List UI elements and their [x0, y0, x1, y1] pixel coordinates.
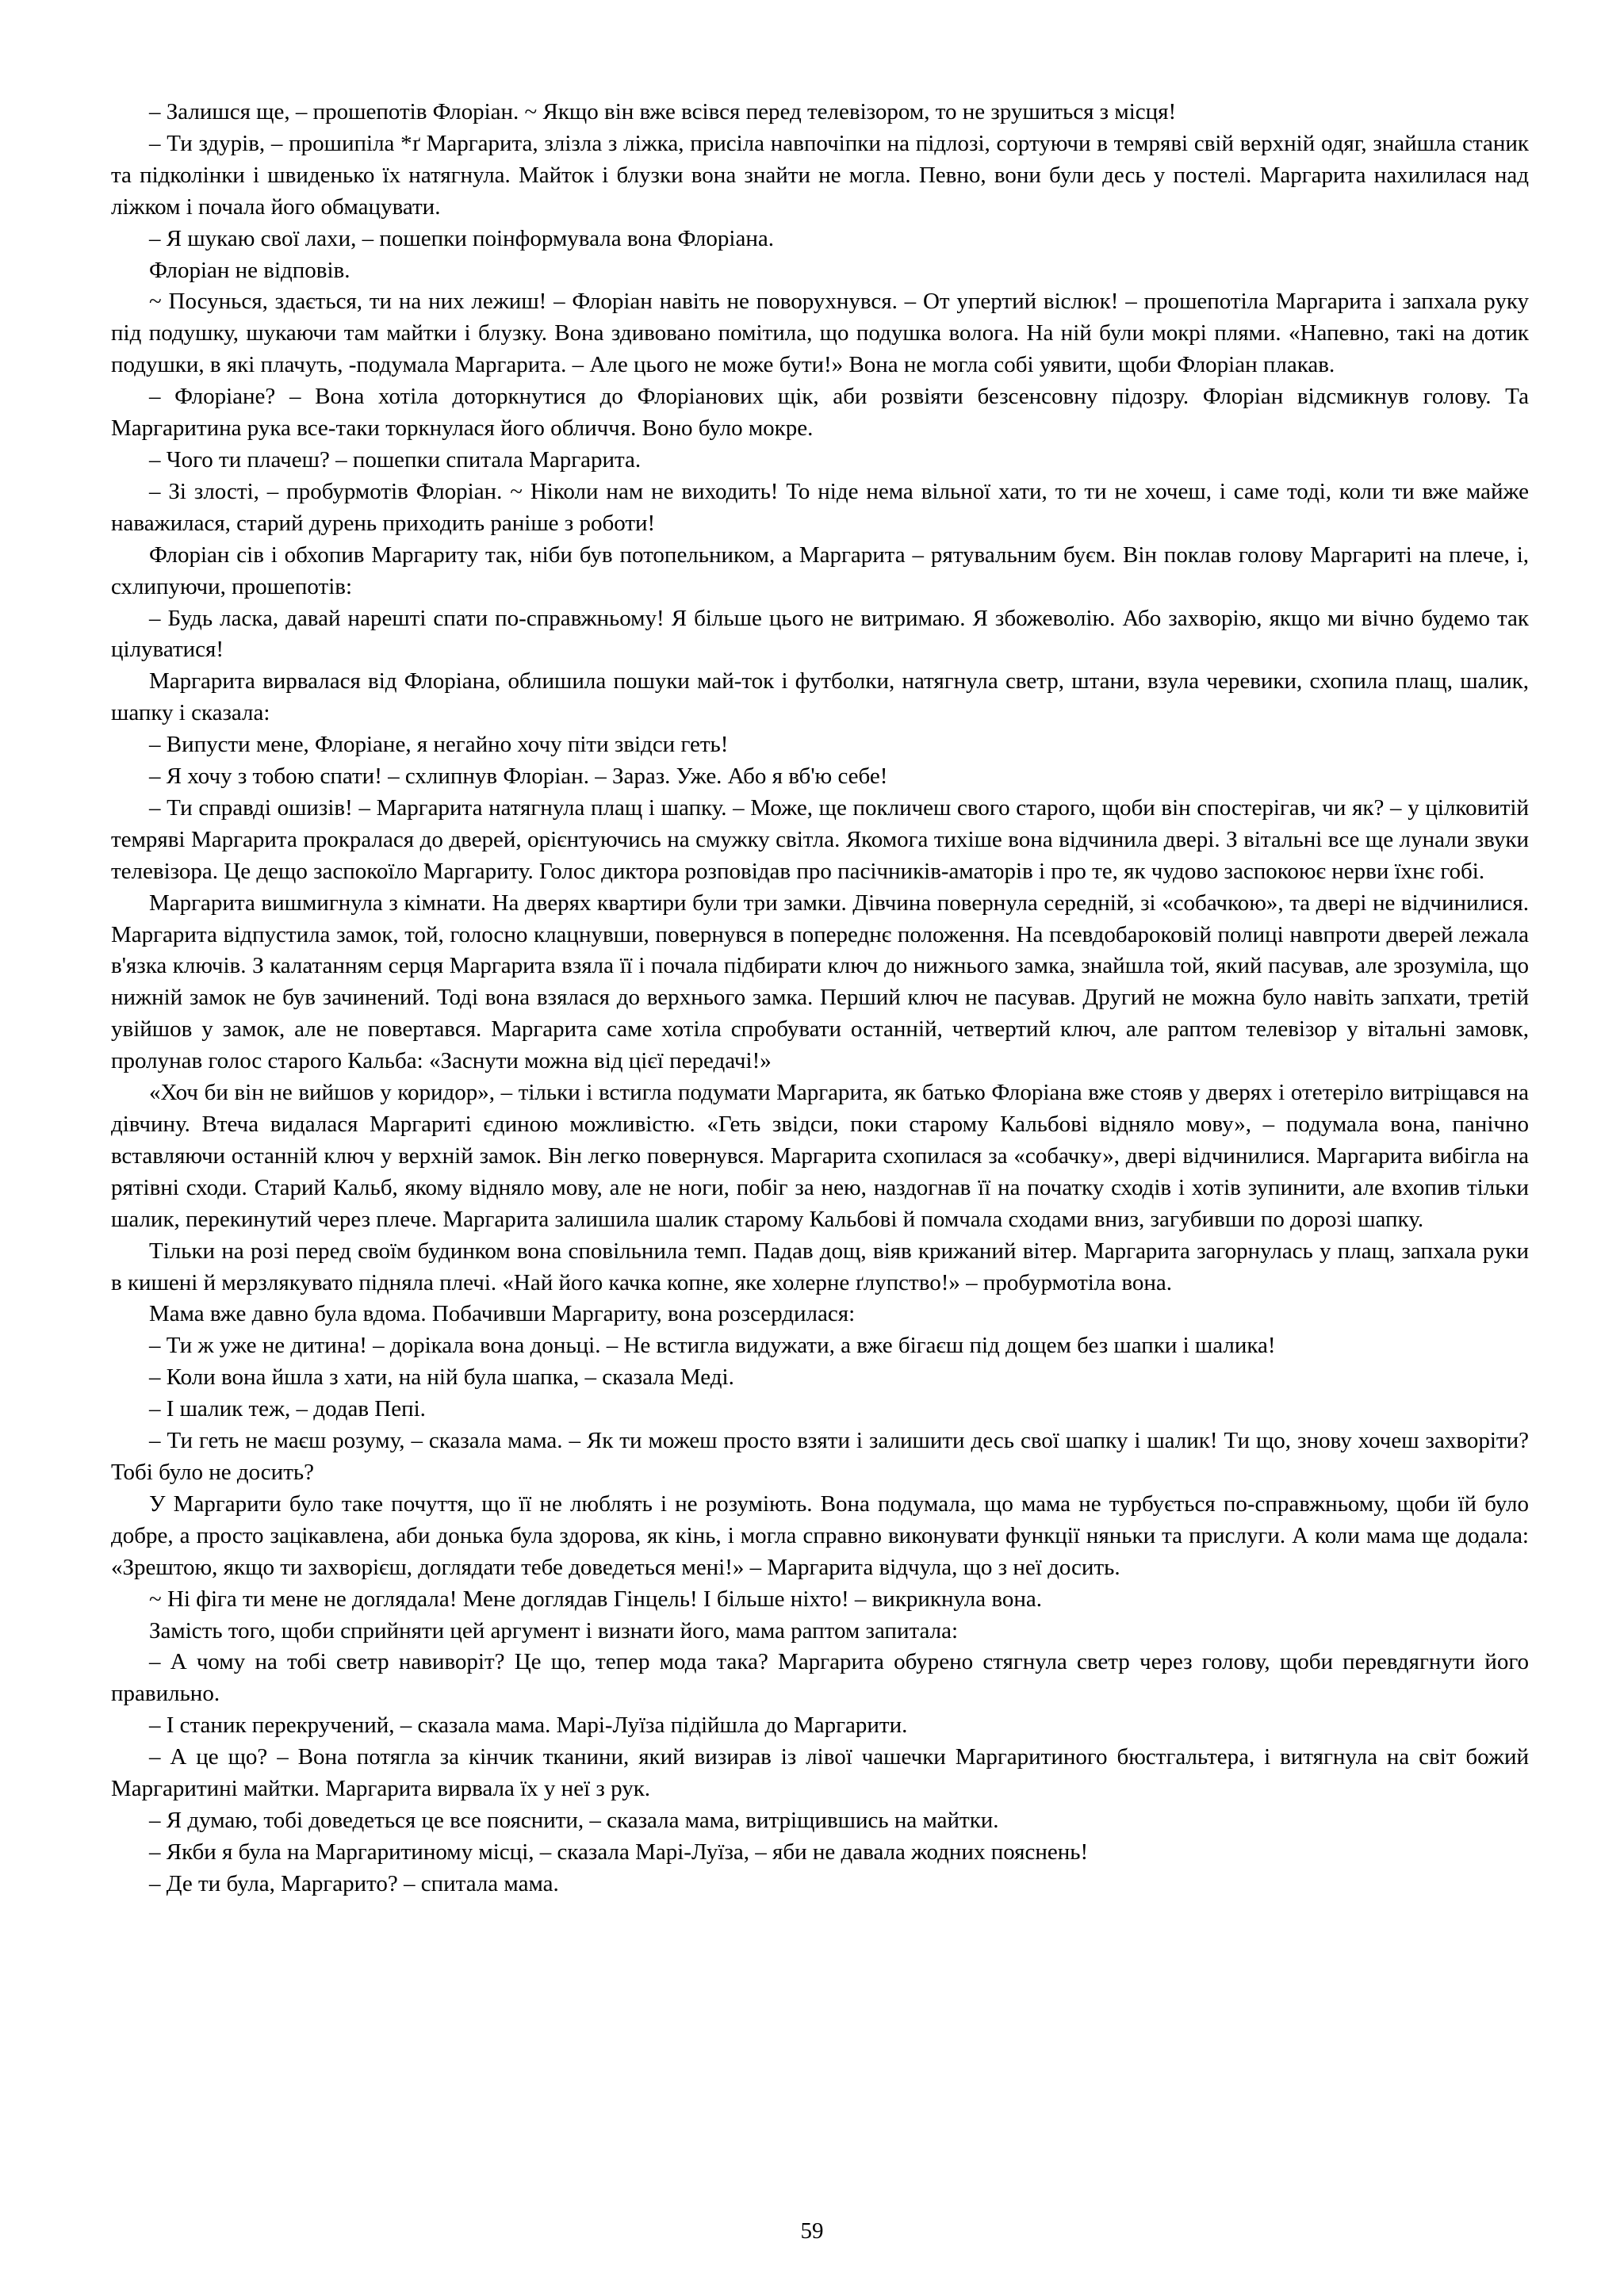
- paragraph: – Я шукаю свої лахи, – пошепки поінформувала вона Флоріана.: [149, 225, 774, 251]
- paragraph: Тільки на розі перед своїм будинком вона сповільнила темп. Падав дощ, віяв крижаний вітер. Маргарита загорнулась у плащ, запхала руки в кишені й мерзлякувато підняла плечі. «Най його качка копне, яке холерне ґлупство!» – пробурмотіла вона.: [111, 1238, 1529, 1295]
- paragraph: – Ти здурів, – прошипіла *ґ Маргарита, злізла з ліжка, присіла навпочіпки на підлозі, сортуючи в темряві свій верхній одяг, знайшла станик та підколінки і швиденько їх натягнула. Майток і блузки вона знайти не могла. Певно, вони були десь у постелі. Маргарита нахилилася над ліжком і почала його обмацувати.: [111, 130, 1529, 220]
- paragraph: – А це що? – Вона потягла за кінчик тканини, який визирав із лівої чашечки Маргаритиного бюстгальтера, і витягнула на світ божий Маргаритині майтки. Маргарита вирвала їх у неї з рук.: [111, 1744, 1529, 1802]
- page-number: 59: [800, 2218, 824, 2244]
- paragraph: – І шалик теж, – додав Пепі.: [149, 1396, 426, 1422]
- paragraph: ~ Ні фіга ти мене не доглядала! Мене доглядав Гінцель! І більше ніхто! – викрикнула вона.: [149, 1586, 1042, 1612]
- paragraph: Замість того, щоби сприйняти цей аргумент і визнати його, мама раптом запитала:: [149, 1617, 959, 1644]
- paragraph: Маргарита вирвалася від Флоріана, облишила пошуки май-ток і футболки, натягнула светр, штани, взула черевики, схопила плащ, шалик, шапку і сказала:: [111, 668, 1529, 726]
- paragraph: – Коли вона йшла з хати, на ній була шапка, – сказала Меді.: [149, 1364, 734, 1391]
- paragraph: У Маргарити було таке почуття, що її не люблять і не розуміють. Вона подумала, що мама не турбується по-справжньому, щоби їй було добре, а просто зацікавлена, аби донька була здорова, як кінь, і могла справно виконувати функції няньки та прислуги. А коли мама ще додала: «Зрештою, якщо ти захворієш, доглядати тебе доведеться мені!» – Маргарита відчула, що з неї досить.: [111, 1490, 1529, 1580]
- paragraph: – Якби я була на Маргаритиному місці, – сказала Марі-Луїза, – яби не давала жодних пояснень!: [149, 1839, 1089, 1865]
- paragraph: Флоріан сів і обхопив Маргариту так, ніби був потопельником, а Маргарита – рятувальним буєм. Він поклав голову Маргариті на плече, і, схлипуючи, прошепотів:: [111, 541, 1529, 599]
- paragraph: – Я хочу з тобою спати! – схлипнув Флоріан. – Зараз. Уже. Або я вб'ю себе!: [149, 763, 888, 790]
- paragraph: «Хоч би він не вийшов у коридор», – тільки і встигла подумати Маргарита, як батько Флоріана вже стояв у дверях і отетеріло витріщався на дівчину. Втеча видалася Маргариті єдиною можливістю. «Геть звідси, поки старому Кальбові відняло мову», – подумала вона, панічно вставляючи останній ключ у верхній замок. Він легко повернувся. Маргарита схопилася за «собачку», двері відчинилися. Маргарита вибігла на рятівні сходи. Старий Кальб, якому відняло мову, але не ноги, побіг за нею, наздогнав її на початку сходів і хотів зупинити, але вхопив тільки шалик, перекинутий через плече. Маргарита залишила шалик старому Кальбові й помчала сходами вниз, загубивши по дорозі шапку.: [111, 1080, 1529, 1232]
- paragraph: – Я думаю, тобі доведеться це все пояснити, – сказала мама, витріщившись на майтки.: [149, 1807, 999, 1833]
- paragraph: – Ти ж уже не дитина! – дорікала вона доньці. – Не встигла видужати, а вже бігаєш під дощем без шапки і шалика!: [149, 1333, 1276, 1359]
- paragraph: – Ти геть не маєш розуму, – сказала мама. – Як ти можеш просто взяти і залишити десь свої шапку і шалик! Ти що, знову хочеш захворіти? Тобі було не досить?: [111, 1428, 1529, 1485]
- paragraph: – Випусти мене, Флоріане, я негайно хочу піти звідси геть!: [149, 732, 729, 758]
- paragraph: – Залишся ще, – прошепотів Флоріан. ~ Якщо він вже всівся перед телевізором, то не зрушиться з місця!: [149, 99, 1177, 124]
- paragraph: – А чому на тобі светр навиворіт? Це що, тепер мода така? Маргарита обурено стягнула светр через голову, щоби перевдягнути його правильно.: [111, 1649, 1529, 1707]
- paragraph: ~ Посунься, здається, ти на них лежиш! – Флоріан навіть не поворухнувся. – От упертий віслюк! – прошепотіла Маргарита і запхала руку під подушку, шукаючи там майтки і блузку. Вона здивовано помітила, що подушка волога. На ній були мокрі плями. «Напевно, такі на дотик подушки, в які плачуть, -подумала Маргарита. – Але цього не може бути!» Вона не могла собі уявити, щоби Флоріан плакав.: [111, 289, 1529, 378]
- paragraph: Мама вже давно була вдома. Побачивши Маргариту, вона розсердилася:: [149, 1301, 856, 1327]
- paragraph: – Будь ласка, давай нарешті спати по-справжньому! Я більше цього не витримаю. Я збожеволію. Або захворію, якщо ми вічно будемо так цілуватися!: [111, 605, 1529, 663]
- paragraph: – Чого ти плачеш? – пошепки спитала Маргарита.: [149, 446, 642, 473]
- page-body: [111, 97, 1529, 1900]
- paragraph: – І станик перекручений, – сказала мама. Марі-Луїза підійшла до Маргарити.: [149, 1712, 908, 1739]
- paragraph: – Флоріане? – Вона хотіла доторкнутися до Флоріанових щік, аби розвіяти безсенсовну підозру. Флоріан відсмикнув голову. Та Маргаритина рука все-таки торкнулася його обличчя. Воно було мокре.: [111, 384, 1529, 442]
- paragraph: – Де ти була, Маргарито? – спитала мама.: [149, 1870, 559, 1896]
- paragraph: Флоріан не відповів.: [149, 257, 350, 283]
- paragraph: – Ти справді ошизів! – Маргарита натягнула плащ і шапку. – Може, ще покличеш свого старого, щоби він спостерігав, чи як? – у цілковитій темряві Маргарита прокралася до дверей, орієнтуючись на смужку світла. Якомога тихіше вона відчинила двері. З вітальні все ще лунали звуки телевізора. Це дещо заспокоїло Маргариту. Голос диктора розповідав про пасічників-аматорів і про те, як чудово заспокоює нерви їхнє гобі.: [111, 794, 1529, 884]
- paragraph: Маргарита вишмигнула з кімнати. На дверях квартири були три замки. Дівчина повернула середній, зі «собачкою», та двері не відчинилися. Маргарита відпустила замок, той, голосно клацнувши, повернувся в попереднє положення. На псевдобароковій полиці навпроти дверей лежала в'язка ключів. З калатанням серця Маргарита взяла її і почала підбирати ключ до нижнього замка, знайшла той, який пасував, але зрозуміла, що нижній замок не був зачинений. Тоді вона взялася до верхнього замка. Перший ключ не пасував. Другий не можна було навіть запхати, третій увійшов у замок, але не повертався. Маргарита саме хотіла спробувати останній, четвертий ключ, але раптом телевізор у вітальні замовк, пролунав голос старого Кальба: «Заснути можна від цієї передачі!»: [111, 890, 1529, 1074]
- paragraph: – Зі злості, – пробурмотів Флоріан. ~ Ніколи нам не виходить! То ніде нема вільної хати, то ти не хочеш, і саме тоді, коли ти вже майже наважилася, старий дурень приходить раніше з роботи!: [111, 478, 1529, 536]
